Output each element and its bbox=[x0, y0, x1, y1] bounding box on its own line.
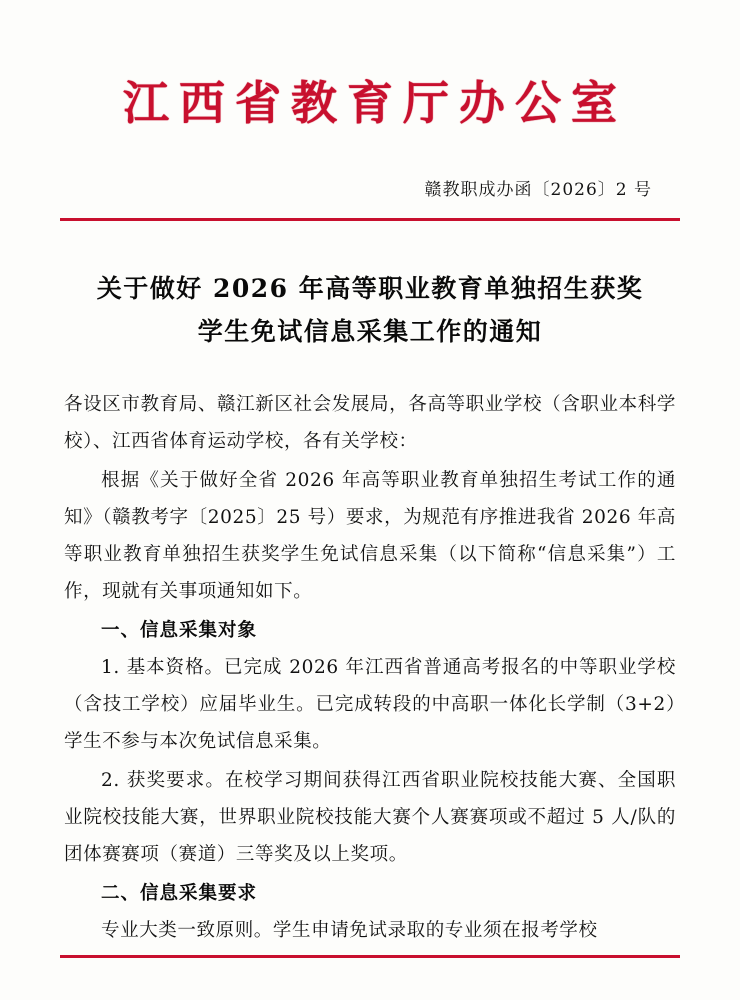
document-title bbox=[60, 267, 680, 355]
document-number-row bbox=[60, 175, 680, 200]
preamble-paragraph: 根据《关于做好全省 2026 年高等职业教育单独招生考试工作的通知》（赣教考字〔2025〕25 号）要求，为规范有序推进我省 2026 年高等职业教育单独招生获奖学生免试信息采集（以下简称“信息采集”）工作，现就有关事项通知如下。 bbox=[64, 470, 676, 603]
footer-red-divider bbox=[60, 955, 680, 958]
section-1-paragraph-2: 2. 获奖要求。在校学习期间获得江西省职业院校技能大赛、全国职业院校技能大赛，世界职业院校技能大赛个人赛赛项或不超过 5 人/队的团体赛赛项（赛道）三等奖及以上奖项。 bbox=[64, 770, 676, 866]
issuing-authority-title: 江西省教育厅办公室 bbox=[123, 76, 627, 130]
document-number: 赣教职成办函〔2026〕2 号 bbox=[424, 179, 652, 200]
recipients-paragraph: 各设区市教育局、赣江新区社会发展局，各高等职业学校（含职业本科学校）、江西省体育运动学校，各有关学校： bbox=[64, 394, 676, 453]
section-2-paragraph-1: 专业大类一致原则。学生申请免试录取的专业须在报考学校 bbox=[101, 920, 598, 942]
document-body bbox=[60, 386, 680, 949]
document-title-line-1: 关于做好 2026 年高等职业教育单独招生获奖 bbox=[96, 273, 644, 303]
document-title-line-2: 学生免试信息采集工作的通知 bbox=[197, 317, 543, 347]
section-1-paragraph-1: 1. 基本资格。已完成 2026 年江西省普通高考报名的中等职业学校（含技工学校）应届毕业生。已完成转段的中高职一体化长学制（3+2）学生不参与本次免试信息采集。 bbox=[64, 657, 676, 753]
masthead bbox=[60, 0, 680, 129]
section-heading-2: 二、信息采集要求 bbox=[101, 883, 258, 905]
header-red-divider bbox=[60, 218, 680, 221]
section-heading-1: 一、信息采集对象 bbox=[101, 620, 258, 642]
